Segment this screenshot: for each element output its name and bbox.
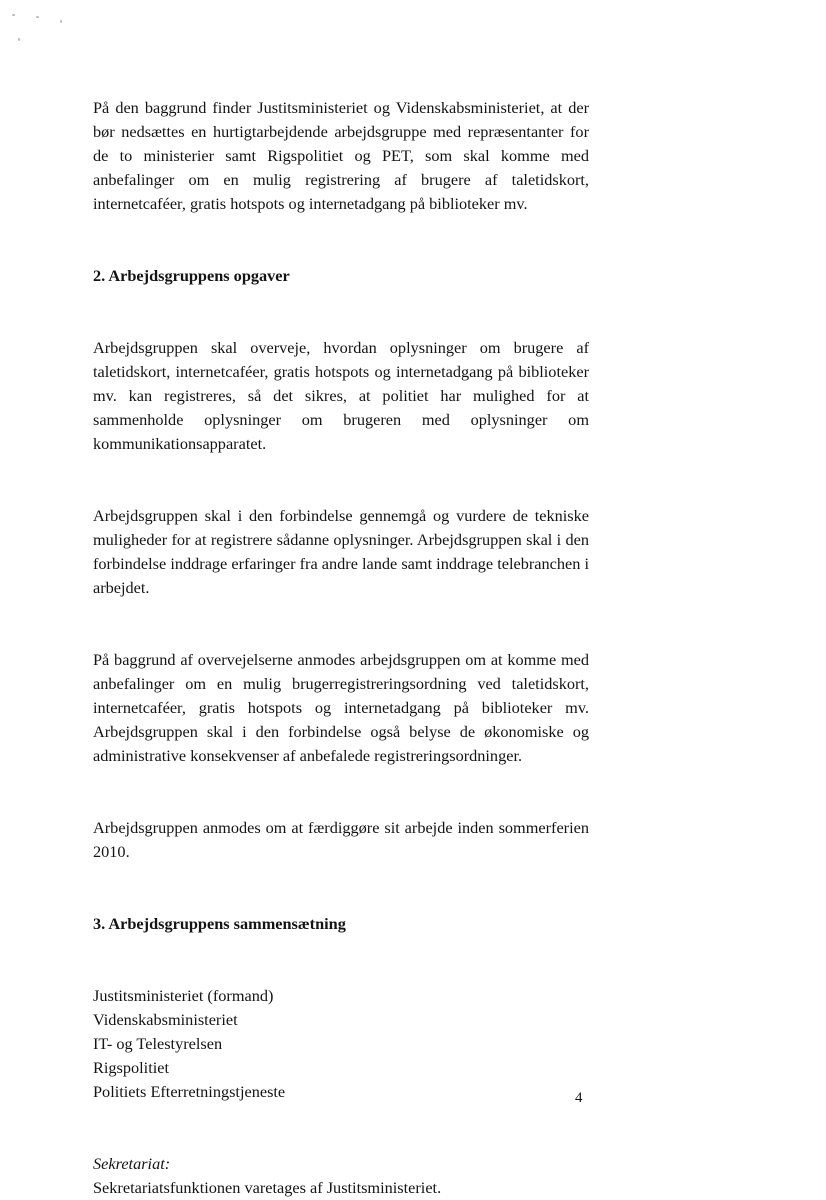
section-2-heading: 2. Arbejdsgruppens opgaver <box>93 266 290 285</box>
member-list <box>93 984 589 1104</box>
member-item: Videnskabsministeriet <box>93 1010 238 1029</box>
scan-artifact <box>18 38 20 41</box>
intro-paragraph: På den baggrund finder Justitsministeriet og Videnskabsministeriet, at der bør nedsættes en hurtigtarbejdende arbejdsgruppe med repræsentanter for de to ministerier samt Rigspolitiet og PET, som skal komme med anbefalinger om en mulig registrering af brugere af taletidskort, internetcaféer, gratis hotspots og internetadgang på biblioteker mv. <box>93 98 589 213</box>
member-item: Politiets Efterretningstjeneste <box>93 1082 286 1101</box>
section-2-paragraph: Arbejdsgruppen anmodes om at færdiggøre sit arbejde inden sommerferien 2010. <box>93 818 589 861</box>
section-2-paragraph: Arbejdsgruppen skal i den forbindelse gennemgå og vurdere de tekniske muligheder for at registrere sådanne oplysninger. Arbejdsgruppen skal i den forbindelse inddrage erfaringer fra andre lande samt inddrage telebranchen i arbejdet. <box>93 506 589 597</box>
scan-artifact <box>12 14 15 16</box>
section-2-paragraph: Arbejdsgruppen skal overveje, hvordan oplysninger om brugere af taletidskort, internetcaféer, gratis hotspots og internetadgang på biblioteker mv. kan registreres, så det sikres, at politiet har mulighed for at sammenholde oplysninger om brugeren med oplysninger om kommunikationsapparatet. <box>93 338 589 453</box>
section-3-heading: 3. Arbejdsgruppens sammensætning <box>93 914 346 933</box>
scan-artifact <box>60 20 62 23</box>
secretariat-text: Sekretariatsfunktionen varetages af Justitsministeriet. <box>93 1178 442 1197</box>
document-body <box>93 96 589 1200</box>
member-item: Rigspolitiet <box>93 1058 169 1077</box>
scan-artifact <box>36 16 39 18</box>
section-2-paragraph: På baggrund af overvejelserne anmodes arbejdsgruppen om at komme med anbefalinger om en mulig brugerregistreringsordning ved taletidskort, internetcaféer, gratis hotspots og internetadgang på biblioteker mv. Arbejdsgruppen skal i den forbindelse også belyse de økonomiske og administrative konsekvenser af anbefalede registreringsordninger. <box>93 650 589 765</box>
member-item: IT- og Telestyrelsen <box>93 1034 223 1053</box>
member-item: Justitsministeriet (formand) <box>93 986 274 1005</box>
secretariat-label: Sekretariat: <box>93 1154 171 1173</box>
page-number: 4 <box>575 1090 583 1106</box>
